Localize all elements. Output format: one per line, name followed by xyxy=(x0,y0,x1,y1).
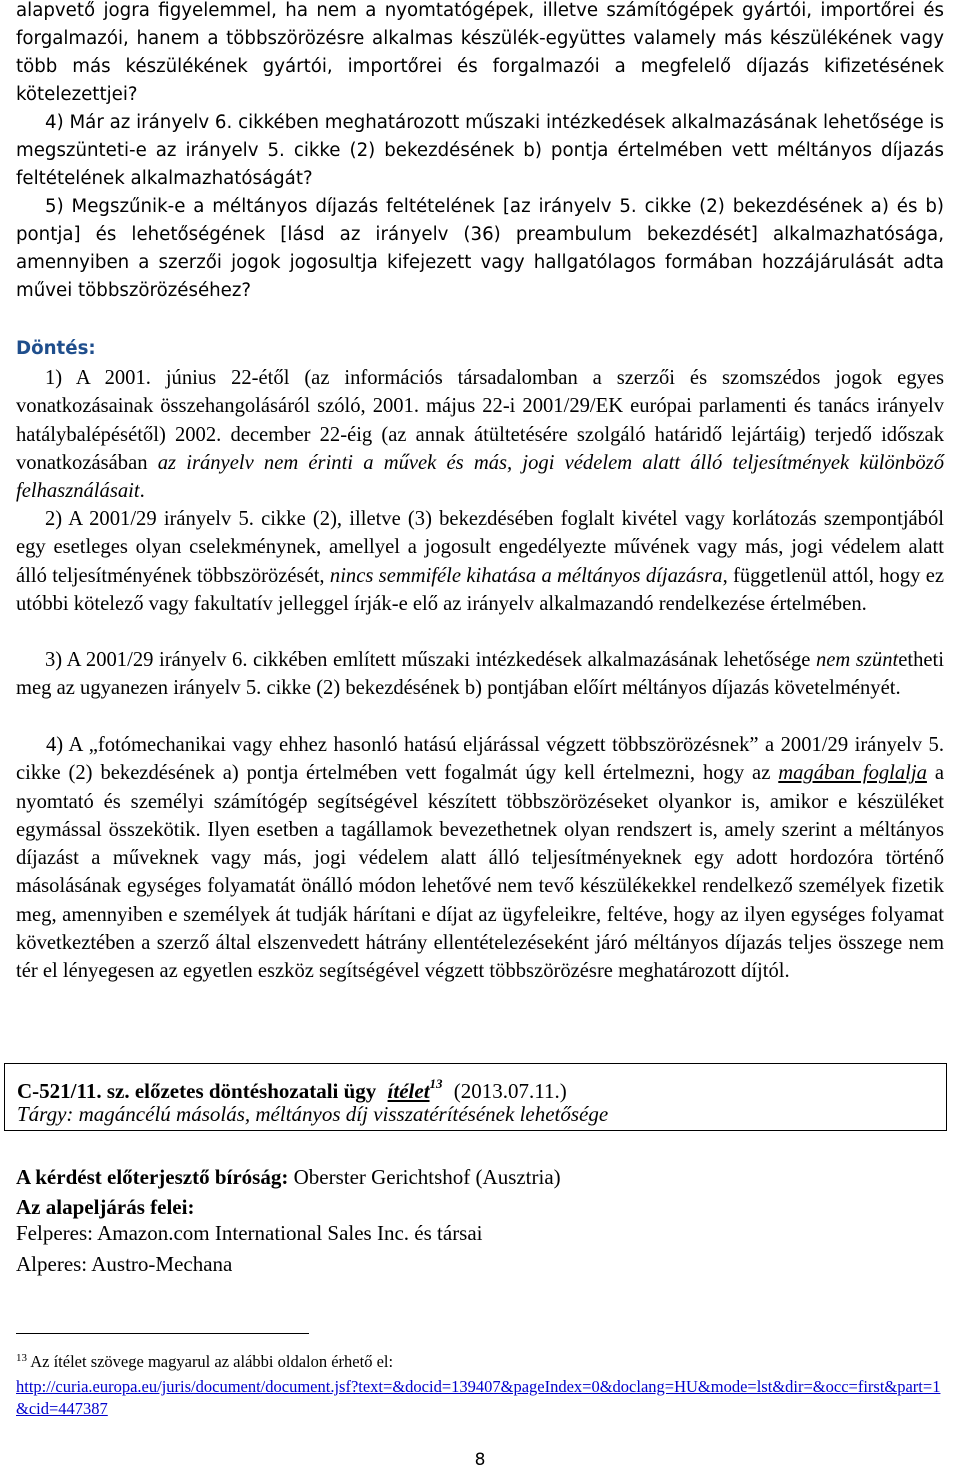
decision-1 xyxy=(16,364,944,505)
footnote-reference: 13 xyxy=(429,1076,443,1091)
footnote-link[interactable]: http://curia.europa.eu/juris/document/document.jsf?text=&docid=139407&pageIndex=0&doclang=HU&mode=lst&dir=&occ=first&part=1&cid=447387 xyxy=(16,1377,941,1418)
page-number: 8 xyxy=(474,1450,486,1470)
parties-label: Az alapeljárás felei: xyxy=(16,1195,195,1219)
case-box xyxy=(4,1063,947,1131)
decision-2-emphasis: nincs semmiféle kihatása a méltányos díjazásra xyxy=(329,564,723,587)
case-subject: Tárgy: magáncélú másolás, méltányos díj visszatérítésének lehetősége xyxy=(17,1102,609,1126)
decision-heading: Döntés: xyxy=(16,338,96,359)
plaintiff: Felperes: Amazon.com International Sales Inc. és társai xyxy=(16,1221,483,1245)
decision-4-end: a nyomtató és személyi számítógép segítségével készített többszörözéseket olyankor is, amikor e készüléket egymással összekötik. Ilyen esetben a tagállamok bevezethetnek olyan rendszert is, amely szerint a méltányos díjazást a műveknek vagy más, jogi védelem alatt álló teljesítményeknek egy adott hordozóra történő másolásának egységes folyamatát önálló módon lehetővé nem tevő készülékekkel rendelkező személyek fizetik meg, amennyiben e személyek át tudják hárítani e díjat az ügyfeleikre, feltéve, hogy az ilyen egységes folyamat következtében a szerző által elszenvedett hátrány ellentételezéseként járó méltányos díjazás teljes összege nem tér el lényegesen az egyetlen eszköz segítségével végzett többszörözésre meghatározott díjtól. xyxy=(16,762,944,983)
decision-1-emphasis: az irányelv nem érinti a művek és más, jogi védelem alatt álló teljesítmények különböző felhasználásait xyxy=(16,451,944,503)
decision-4-emphasis: magában foglalja xyxy=(778,762,927,785)
defendant: Alperes: Austro‑Mechana xyxy=(16,1252,233,1276)
footnote-text: Az ítélet szövege magyarul az alábbi oldalon érhető el: xyxy=(30,1352,394,1371)
judgment-label: ítélet xyxy=(387,1079,430,1103)
decision-1-text: 1) A 2001. június 22-étől (az információs társadalomban a szerzői és szomszédos jogok egyes vonatkozásainak összehangolásáról szóló, 2001. május 22-i 2001/29/EK európai parlamenti és tanács irányelv hatálybalépésétől) 2002. december 22-éig (az annak átültetésére szolgáló határidő lejártáig) terjedő időszak vonatkozásában xyxy=(16,367,944,474)
footnote-number: 13 xyxy=(16,1352,27,1364)
question-4: 4) Már az irányelv 6. cikkében meghatározott műszaki intézkedések alkalmazásának lehetősége is megszünteti-e az irányelv 5. cikke (2) bekezdésének b) pontja értelmében vett méltányos díjazás feltételének alkalmazhatóságát? xyxy=(16,112,944,189)
decision-1-end: . xyxy=(139,480,145,503)
decision-3-end: etheti meg az ugyanezen irányelv 5. cikke (2) bekezdésének b) pontjában előírt méltányos díjazás követelményét. xyxy=(16,649,944,700)
case-number: C-521/11. sz. előzetes döntéshozatali ügy xyxy=(17,1079,377,1103)
footnote-link-wrap xyxy=(16,1376,944,1420)
decision-4 xyxy=(16,731,944,986)
decision-4-text: 4) A „fotómechanikai vagy ehhez hasonló hatású eljárással végzett többszörözésnek” a 2001/29 irányelv 5. cikke (2) bekezdésének a) pontja értelmében vett fogalmát úgy kell értelmezni, hogy az xyxy=(16,734,944,785)
referring-court-label: A kérdést előterjesztő bíróság: xyxy=(16,1165,289,1189)
footnote-line xyxy=(16,1347,944,1373)
decision-3 xyxy=(16,646,944,703)
decision-3-text: 3) A 2001/29 irányelv 6. cikkében említett műszaki intézkedések alkalmazásának lehetősége xyxy=(45,649,816,671)
footnote-separator xyxy=(16,1333,309,1334)
decision-2-text: 2) A 2001/29 irányelv 5. cikke (2), illetve (3) bekezdésében foglalt kivétel vagy korlátozás szempontjából egy esetleges olyan cselekménynek, amellyel a jogosult engedélyezte művének vagy más, jogi védelem alatt álló teljesítményének többszörözését, xyxy=(16,508,944,587)
case-date: (2013.07.11.) xyxy=(453,1079,567,1103)
footnote xyxy=(16,1347,944,1420)
decision-3-emphasis: nem szünt xyxy=(816,649,899,671)
referring-court xyxy=(16,1162,944,1193)
decision-2-end: , függetlenül attól, hogy ez utóbbi kötelező vagy fakultatív jelleggel írják-e elő az irányelv alkalmazandó rendelkezése értelmében. xyxy=(16,564,944,615)
question-5: 5) Megszűnik-e a méltányos díjazás feltételének [az irányelv 5. cikke (2) bekezdésének a) és b) pontja] és lehetőségének [lásd az irányelv (36) preambulum bekezdését] alkalmazhatósága, amennyiben a szerzői jogok jogosultja kifejezett vagy hallgatólagos formában hozzájárulását adta művei többszörözéséhez? xyxy=(16,196,944,301)
decision-2 xyxy=(16,505,944,618)
question-3-continuation: alapvető jogra figyelemmel, ha nem a nyomtatógépek, illetve számítógépek gyártói, importőrei és forgalmazói, hanem a többszörözésre alkalmas készülék-együttes valamely más készülékének vagy több más készülékének gyártói, importőrei és forgalmazói a megfelelő díjazás kifizetésének kötelezettjei? xyxy=(16,0,944,105)
referring-court-value: Oberster Gerichtshof (Ausztria) xyxy=(293,1165,561,1189)
